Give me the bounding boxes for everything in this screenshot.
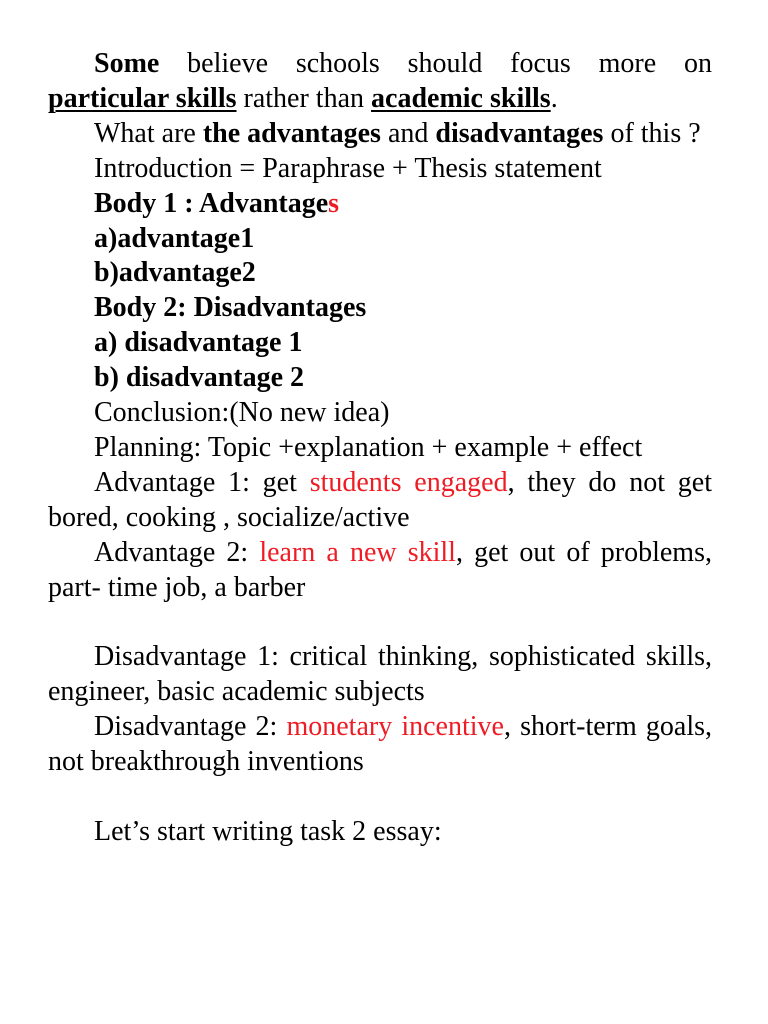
prompt-academic-skills: academic skills — [371, 82, 551, 114]
question-and: and — [380, 117, 436, 149]
outline-conclusion: Conclusion:(No new idea) — [94, 397, 390, 429]
outline-body1 — [48, 187, 712, 222]
blank-line — [48, 606, 712, 641]
question-of-this: of this ? — [603, 117, 701, 149]
outline-body1-a: a)advantage1 — [94, 222, 255, 254]
outline-body1-s: s — [328, 187, 340, 219]
question-what-are: What are — [94, 117, 203, 149]
disadvantage-2-label: Disadvantage 2: — [94, 711, 287, 743]
outline-body2: Body 2: Disadvantages — [94, 292, 367, 324]
advantage-2-notes — [48, 536, 712, 606]
closing-line: Let’s start writing task 2 essay: — [94, 815, 442, 847]
advantage-2-details: , get out of problems, part- time job, a barber — [48, 536, 712, 603]
outline-body1-b: b)advantage2 — [94, 257, 256, 289]
outline-body2-b: b) disadvantage 2 — [94, 362, 305, 394]
question-disadvantages: disadvantages — [435, 117, 604, 149]
advantage-1-notes — [48, 466, 712, 536]
essay-prompt — [48, 47, 712, 117]
disadvantage-2-notes — [48, 710, 712, 780]
question-advantages: the advantages — [202, 117, 381, 149]
prompt-text: believe schools should focus more on — [159, 48, 712, 79]
prompt-particular-skills: particular skills — [48, 82, 237, 114]
outline-body2-a: a) disadvantage 1 — [94, 327, 303, 359]
outline-introduction: Introduction = Paraphrase + Thesis statement — [94, 152, 602, 184]
disadvantage-2-details: , short-term goals, not breakthrough inventions — [48, 711, 713, 778]
advantage-2-label: Advantage 2: — [94, 536, 260, 568]
outline-body1-label: Body 1 : Advantage — [94, 187, 329, 219]
essay-question — [48, 117, 712, 152]
advantage-1-highlight: students engaged — [309, 466, 508, 498]
prompt-period: . — [550, 82, 558, 114]
prompt-rather-than: rather than — [236, 82, 372, 114]
blank-line — [48, 780, 712, 815]
advantage-1-label: Advantage 1: get — [94, 466, 310, 498]
prompt-some: Some — [94, 48, 160, 79]
outline-planning: Planning: Topic +explanation + example + effect — [94, 431, 643, 463]
disadvantage-2-highlight: monetary incentive — [286, 711, 504, 743]
disadvantage-1-notes: Disadvantage 1: critical thinking, sophisticated skills, engineer, basic academic subjects — [48, 641, 712, 708]
advantage-2-highlight: learn a new skill — [259, 536, 456, 568]
advantage-1-details: , they do not get bored, cooking , socialize/active — [48, 466, 712, 533]
